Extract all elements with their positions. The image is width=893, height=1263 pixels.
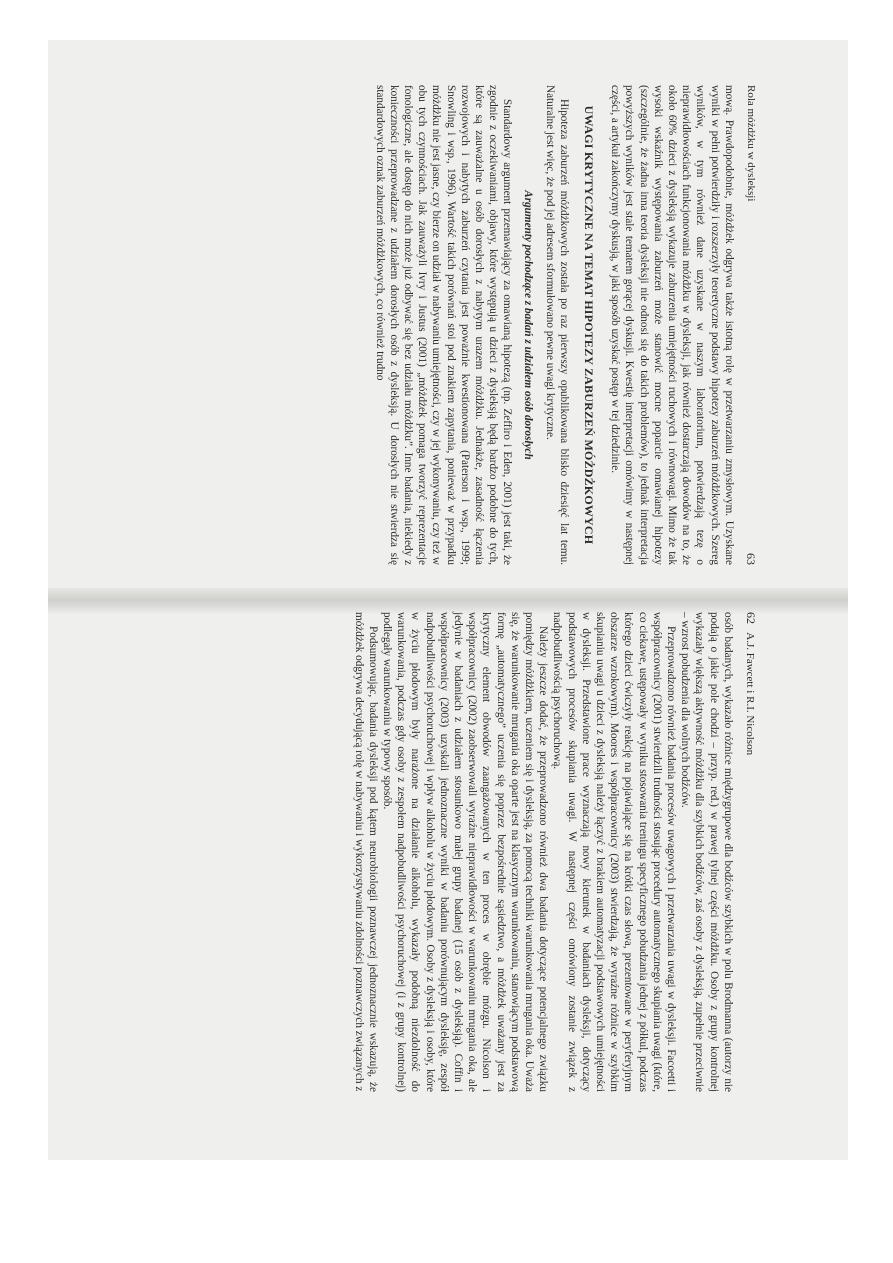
section-heading: UWAGI KRYTYCZNE NA TEMAT HIPOTEZY ZABURZEŃ MÓŻDŻKOWYCH [581, 105, 596, 545]
page-header [743, 612, 758, 1092]
page-number: 62 [744, 612, 758, 624]
page-number: 63 [744, 553, 758, 565]
subsection-heading: Argumenty pochodzące z badań z udziałem osób dorosłych [521, 190, 534, 460]
paragraph: Należy jeszcze dodać, że przeprowadzono również dwa badania dotyczące potencjalnego związku pomiędzy móżdżkiem, uczeniem się i dysleksją, za pomocą techniki warunkowania mrugania oka. Uważa się, że warunkowanie mrugania oka oparte jest na klasycznym warunkowaniu, stanowiącym podstawową formę „automatycznego” uczenia się poprzez bezpośrednie sąsiedztwo, a móżdżek uważany jest za krytyczny element obwodów zaangażowanych w ten proces w obrębie mózgu. Nicolson i współpracownicy (2002) zaobserwowali wyraźne nieprawidłowości w warunkowaniu mrugania oka, ale jedynie w badaniach z udziałem stosunkowo małej grupy badanej (15 osób z dysleksją). Coffin i współpracownicy (2003) uzyskali jednoznaczne wyniki w badaniu porównującym dysleksję, zespół nadpobudliwości psychoruchowej i wpływ alkoholu w życiu płodowym. Osoby z dysleksją i osoby, które w życiu płodowym były narażone na działanie alkoholu, wykazały podobną niezdolność do warunkowania, podczas gdy osoby z zespołem nadpobudliwości psychoruchowej (i z grupy kontrolnej) podlegały warunkowaniu w typowy sposób. [380, 612, 550, 1092]
running-head: Rola móżdżku w dysleksji [745, 85, 757, 202]
paragraph: osób badanych, wykazało różnice międzygrupowe dla bodźców szybkich w polu Brodmanna (autorzy nie podają o jakie pole chodzi – przyp. red.) w prawej tylnej części móżdżku. Osoby z grupy kontrolnej wykazały większą aktywność móżdżku dla szybkich bodźców, zaś osoby z dysleksją, zupełnie przeciwnie – wzrost pobudzenia dla wolnych bodźców. [679, 612, 734, 1092]
paragraph: Hipoteza zaburzeń móżdżkowych została po raz pierwszy opublikowana blisko dziesięć lat temu. Naturalne jest więc, że pod jej adresem sformułowano pewne uwagi krytyczne. [543, 85, 570, 565]
running-head: A.J. Fawcett i R.I. Nicolson [744, 632, 756, 756]
scanned-book-spread [48, 40, 848, 1160]
paragraph: Przeprowadzono również badania procesów uwagowych i przetwarzania uwagi w dysleksji. Facoetti i współpracownicy (2001) stwierdzili trudności stosując procedury automatycznego skupiania uwagi (które, co ciekawe, ustępowały w wyniku stosowania treningu specyficznego pobudzania jednej z półkul, podczas którego dzieci ćwiczyły reakcję na pojawiające się na krótki czas słowa, prezentowane w peryferyjnym obszarze wzrokowym). Moores i współpracownicy (2003) stwierdzają, że wyraźne różnice w szybkim skupianiu uwagi u dzieci z dysleksją należy łączyć z brakiem automatyzacji podstawowych umiejętności w dysleksji. Przedstawione prace wyznaczają nowy kierunek w badaniach dysleksji, dotyczący podstawowych procesów skupiania uwagi. W następnej części omówiony zostanie związek z nadpobudliwością psychoruchową. [551, 612, 677, 1092]
page-62 [338, 612, 758, 1092]
page-63 [338, 85, 758, 565]
paragraph: Podsumowując, badania dysleksji pod kątem neurobiologii poznawczej jednoznacznie wskazują, że móżdżek odgrywa decydującą rolę w nabywaniu i wykorzystywaniu zdolności poznawczych związanych z [352, 612, 379, 1092]
paragraph: Standardowy argument przemawiający za omawianą hipotezą (np. Zeffiro i Eden, 2001) jest taki, że zgodnie z oczekiwaniami, objawy, które występują u dzieci z dysleksją będą bardzo podobne do tych, które są zauważalne u osób dorosłych z nabytym urazem móżdżku. Jednakże, zasadność łączenia rozwojowych i nabytych zaburzeń czytania jest poważnie kwestionowana (Paterson i wsp., 1999; Snowling i wsp., 1996). Wartość takich porównań stoi pod znakiem zapytania, ponieważ w przypadku móżdżku nie jest jasne, czy bierze on udział w nabywaniu umiejętności, czy w jej wykonywaniu, czy też w obu tych czynnościach. Jak zauważyli Ivry i Justus (2001) „móżdżek pomaga tworzyć reprezentacje fonologiczne, ale dostęp do nich może już odbywać się bez udziału móżdżku”. Inne badania, niekiedy z konieczności przeprowadzane z udziałem dorosłych osób z dysleksją. U dorosłych nie stwierdza się standardowych oznak zaburzeń móżdżkowych, co również trudno [373, 85, 514, 565]
book-binding-shadow [48, 588, 848, 614]
paragraph: mową. Prawdopodobnie, móżdżek odgrywa także istotną rolę w przetwarzaniu zmysłowym. Uzyskane wyniki w pełni potwierdziły i rozszerzyły teoretyczne podstawy hipotezy zaburzeń móżdżkowych. Szereg wyników, w tym również dane uzyskane w naszym laboratorium, potwierdzają tezę o nieprawidłowościach funkcjonowania móżdżku w dysleksji, jak również dostarczają dowodów na to, że około 60% dzieci z dysleksją wykazuje zaburzenia umiejętności ruchowych i równowagi. Mimo że tak wysoki wskaźnik występowania zaburzeń może stanowić mocne poparcie omawianej hipotezy (szczególnie, że żadna inna teoria dysleksji nie odnosi się do takich problemów), to jednak interpretacja powyższych wyników jest stale tematem gorącej dyskusji. Kwestię interpretacji omówimy w następnej części, a artykuł zakończymy dyskusją, w jaki sposób uzyskać postęp w tej dziedzinie. [609, 85, 735, 565]
page-header [744, 85, 758, 565]
